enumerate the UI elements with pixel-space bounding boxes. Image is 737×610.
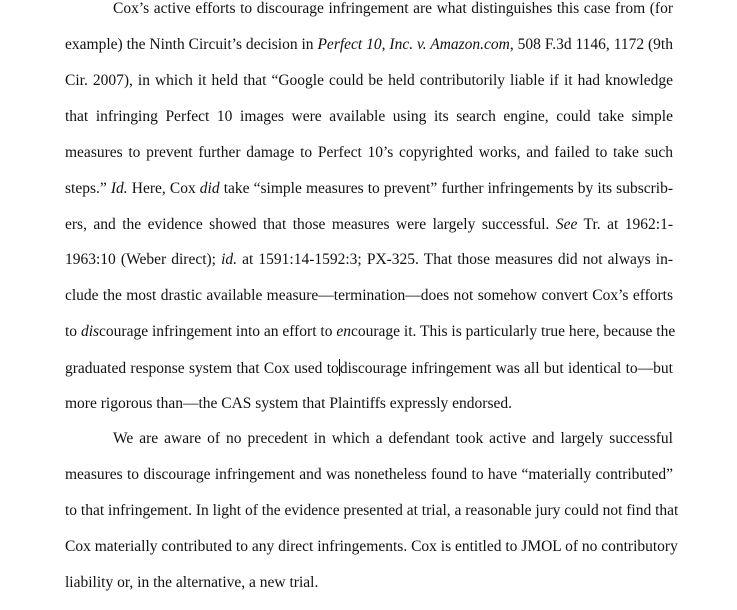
text-run: measures to discourage infringement and was nonetheless found to have “materially contributed” — [65, 466, 673, 483]
text-line — [65, 108, 673, 126]
italic-text: Perfect 10, Inc. v. Amazon.com — [317, 36, 510, 53]
text-run: courage infringement into an effort to — [99, 323, 337, 340]
text-line — [65, 466, 673, 484]
italic-text: See — [555, 216, 578, 233]
italic-text: id. — [221, 251, 238, 268]
text-line — [65, 251, 673, 269]
text-run: Cox materially contributed to any direct infringements. Cox is entitled to JMOL of no contributory — [65, 538, 678, 555]
text-run: , 508 F.3d 1146, 1172 (9th — [509, 36, 673, 53]
italic-text: did — [199, 180, 220, 197]
text-line — [65, 72, 673, 90]
text-run: clude the most drastic available measure—termination—does not somehow convert Cox’s efforts — [65, 287, 673, 304]
text-run: to that infringement. In light of the evidence presented at trial, a reasonable jury could not find that — [65, 502, 679, 519]
text-line — [65, 574, 673, 592]
text-run: at 1591:14-1592:3; PX-325. That those measures did not always in- — [237, 251, 673, 268]
text-line — [113, 0, 673, 18]
text-run: that infringing Perfect 10 images were available using its search engine, could take simple — [65, 108, 673, 125]
text-run: steps.” — [65, 180, 111, 197]
text-run: ers, and the evidence showed that those measures were largely successful. — [65, 216, 556, 233]
text-line — [113, 430, 673, 448]
text-line — [65, 323, 676, 341]
text-run: measures to prevent further damage to Perfect 10’s copyrighted works, and failed to take such — [65, 144, 673, 161]
text-run: liability or, in the alternative, a new trial. — [65, 574, 319, 591]
text-line — [65, 395, 673, 413]
text-run: courage it. This is particularly true here, because the — [350, 323, 676, 340]
text-run: more rigorous than—the CAS system that Plaintiffs expressly endorsed. — [65, 395, 513, 412]
text-run: 1963:10 (Weber direct); — [65, 251, 222, 268]
text-run: graduated response system that Cox used to — [65, 360, 339, 377]
text-line — [65, 538, 678, 556]
text-run: to — [65, 323, 81, 340]
text-line — [65, 287, 673, 305]
text-run: We are aware of no precedent in which a defendant took active and largely successful — [113, 430, 673, 447]
text-run: Cir. 2007), in which it held that “Google could be held contributorily liable if it had knowledge — [65, 72, 673, 89]
italic-text: en — [336, 323, 351, 340]
text-run: take “simple measures to prevent” further infringements by its subscrib- — [219, 180, 673, 197]
text-line — [65, 144, 673, 162]
text-run: example) the Ninth Circuit’s decision in — [65, 36, 318, 53]
italic-text: Id. — [110, 180, 128, 197]
italic-text: dis — [80, 323, 100, 340]
text-line — [65, 359, 673, 378]
text-run: Here, Cox — [127, 180, 200, 197]
text-line — [65, 502, 679, 520]
text-line — [65, 36, 673, 54]
text-run: discourage infringement was all but identical to—but — [339, 360, 673, 377]
text-run: Cox’s active efforts to discourage infringement are what distinguishes this case from (for — [113, 0, 673, 17]
text-line — [65, 216, 673, 234]
text-line — [65, 180, 673, 198]
text-run: Tr. at 1962:1- — [577, 216, 673, 233]
